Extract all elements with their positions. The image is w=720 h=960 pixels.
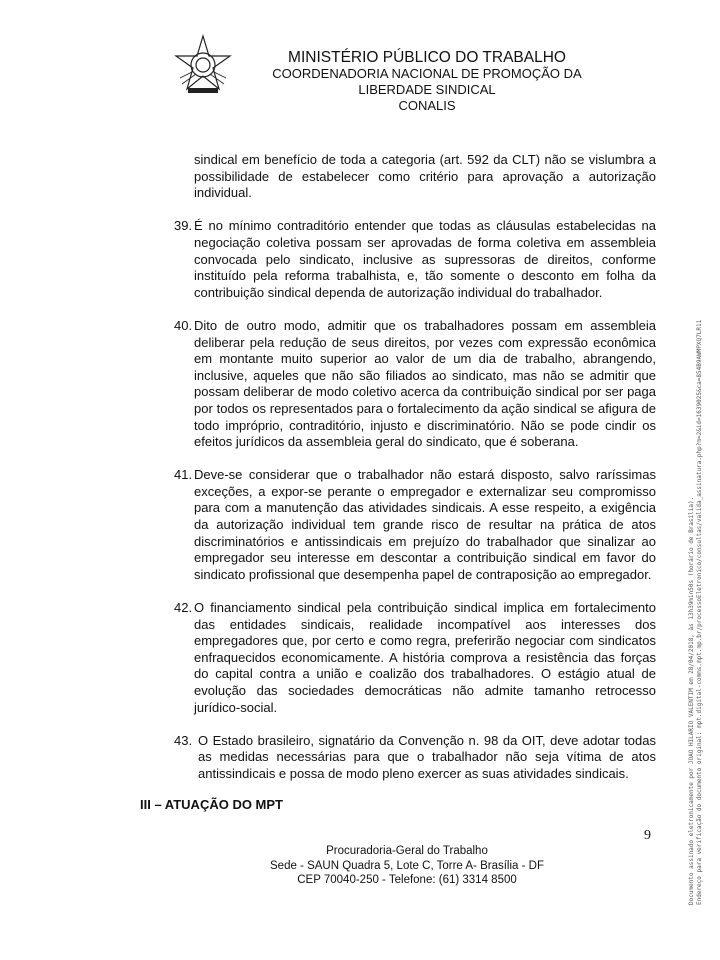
document-body bbox=[174, 152, 656, 783]
paragraph-text: Deve-se considerar que o trabalhador não estará disposto, salvo raríssimas exceções, a expor-se perante o empregador e externalizar seu compromisso para com a manutenção das atividades sindicais. A esse respeito, a exigência da autorização individual tem grande risco de resultar na prática de atos discriminatórios e antissindicais em prejuízo do trabalhador que sinalizar ao empregador seu interesse em descontar a contribuição sindical em favor do sindicato profissional que desempenha papel de contraposição ao empregador. bbox=[194, 467, 656, 582]
verification-url-line: Endereço para verificação do documento original: mpt.digital-comms.mpt.mp.br/processoEletronico/consultas/valida_assinatura.php?m=2&id=1639025&ca=854B9AWMPXQ7LR11 bbox=[696, 319, 703, 905]
numbered-paragraph-41 bbox=[174, 467, 656, 583]
footer-line-org: Procuradoria-Geral do Trabalho bbox=[326, 845, 488, 857]
header-subtitle: COORDENADORIA NACIONAL DE PROMOÇÃO DA bbox=[272, 66, 582, 81]
numbered-paragraph-42 bbox=[174, 600, 656, 716]
numbered-paragraph-39 bbox=[174, 218, 656, 301]
page-number: 9 bbox=[644, 828, 651, 843]
header-title: MINISTÉRIO PÚBLICO DO TRABALHO bbox=[288, 49, 566, 66]
paragraph-continuation: sindical em benefício de toda a categoria (art. 592 da CLT) não se vislumbra a possibilidade de estabelecer como critério para aprovação a autorização individual. bbox=[194, 152, 656, 201]
paragraph-number: 40. bbox=[174, 317, 193, 333]
section-heading: III – ATUAÇÃO DO MPT bbox=[140, 797, 283, 812]
signature-verification-note bbox=[688, 245, 704, 905]
header-subtitle-2: LIBERDADE SINDICAL bbox=[358, 82, 496, 97]
paragraph-number: 39. bbox=[174, 218, 193, 234]
numbered-paragraph-40 bbox=[174, 318, 656, 451]
paragraph-text: O financiamento sindical pela contribuição sindical implica em fortalecimento das entidades sindicais, realidade incompatível aos interesses dos empregadores que, por certo e como regra, preferirão negociar com sindicatos enfraquecidos economicamente. A história comprova a resistência das forças do capital contra a união e coalizão dos trabalhadores. O estágio atual de evolução das sociedades democráticas não admite tamanho retrocesso jurídico-social. bbox=[194, 600, 656, 715]
page-header bbox=[250, 50, 604, 114]
header-acronym: CONALIS bbox=[398, 98, 456, 113]
paragraph-text: O Estado brasileiro, signatário da Convenção n. 98 da OIT, deve adotar todas as medidas necessárias para que o trabalhador não seja vítima de atos antissindicais e possa de modo pleno exercer as suas atividades sindicais. bbox=[198, 732, 656, 781]
numbered-paragraph-43 bbox=[174, 733, 656, 783]
paragraph-number: 41. bbox=[174, 467, 193, 483]
page-footer bbox=[250, 844, 564, 888]
paragraph-text: Dito de outro modo, admitir que os trabalhadores possam em assembleia deliberar pela redução de seus direitos, por vezes com expressão econômica em montante muito superior ao valor de um dia de trabalho, abrangendo, inclusive, aqueles que não são filiados ao sindicato, mas não se admitir que possam deliberar de modo coletivo acerca da contribuição sindical por ser paga por todos os representados para o fortalecimento da ação sindical se afigura de todo impróprio, contraditório, injusto e discriminatório. Não se pode cindir os efeitos jurídicos da assembleia geral do sindicato, que é soberana. bbox=[194, 317, 656, 450]
signature-line: Documento assinado eletronicamente por JOAO HILARIO VALENTIM em 28/04/2018, às 13h39min50s (horário de Brasília). bbox=[688, 496, 695, 905]
paragraph-number: 42. bbox=[174, 600, 193, 616]
paragraph-number: 43. bbox=[174, 732, 193, 748]
paragraph-text: É no mínimo contraditório entender que todas as cláusulas estabelecidas na negociação coletiva possam ser aprovadas de forma coletiva em assembleia convocada pelo sindicato, inclusive as supressoras de direitos, conforme instituído pela reforma trabalhista, e, tão somente o desconto em folha da contribuição sindical dependa de autorização individual do trabalhador. bbox=[194, 218, 656, 300]
footer-line-address: Sede - SAUN Quadra 5, Lote C, Torre A- Brasília - DF bbox=[270, 859, 544, 872]
footer-line-contact: CEP 70040-250 - Telefone: (61) 3314 8500 bbox=[297, 874, 517, 886]
coat-of-arms-icon bbox=[172, 34, 234, 96]
